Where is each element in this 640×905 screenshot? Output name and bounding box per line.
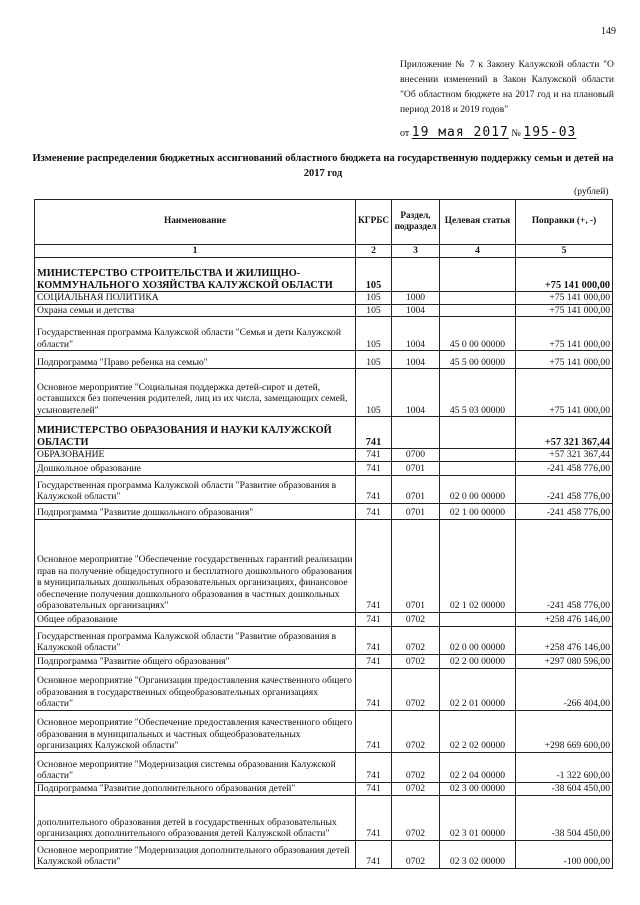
row-section: 1004 bbox=[392, 317, 440, 351]
row-kgrbs: 741 bbox=[356, 654, 392, 668]
row-section: 0701 bbox=[392, 475, 440, 503]
row-name: Подпрограмма "Развитие дошкольного образования" bbox=[35, 503, 356, 519]
table-row bbox=[35, 626, 613, 654]
row-kgrbs: 741 bbox=[356, 417, 392, 449]
row-name: СОЦИАЛЬНАЯ ПОЛИТИКА bbox=[35, 292, 356, 305]
row-name: Подпрограмма "Развитие общего образования" bbox=[35, 654, 356, 668]
row-kgrbs: 741 bbox=[356, 449, 392, 462]
table-row bbox=[35, 369, 613, 417]
row-target-article: 45 0 00 00000 bbox=[440, 317, 516, 351]
table-row bbox=[35, 304, 613, 317]
row-name: Подпрограмма "Развитие дополнительного образования детей" bbox=[35, 782, 356, 795]
row-amendment: +75 141 000,00 bbox=[516, 292, 613, 305]
number-sign: № bbox=[511, 128, 521, 139]
row-name: Основное мероприятие "Модернизация дополнительного образования детей Калужской области" bbox=[35, 840, 356, 868]
row-section: 0702 bbox=[392, 654, 440, 668]
table-row bbox=[35, 668, 613, 710]
row-name: Основное мероприятие "Модернизация системы образования Калужской области" bbox=[35, 752, 356, 782]
row-amendment: +57 321 367,44 bbox=[516, 449, 613, 462]
column-number-row bbox=[35, 245, 613, 258]
row-section: 1004 bbox=[392, 369, 440, 417]
row-name: Дошкольное образование bbox=[35, 461, 356, 475]
table-row bbox=[35, 519, 613, 612]
row-amendment: +75 141 000,00 bbox=[516, 351, 613, 369]
row-kgrbs: 741 bbox=[356, 519, 392, 612]
row-kgrbs: 741 bbox=[356, 795, 392, 840]
row-amendment: -241 458 776,00 bbox=[516, 519, 613, 612]
column-number: 4 bbox=[440, 245, 516, 258]
table-header-row bbox=[35, 200, 613, 245]
row-target-article: 02 2 04 00000 bbox=[440, 752, 516, 782]
table-row bbox=[35, 840, 613, 868]
row-section: 0701 bbox=[392, 503, 440, 519]
header-name: Наименование bbox=[35, 200, 356, 245]
row-target-article bbox=[440, 449, 516, 462]
row-kgrbs: 741 bbox=[356, 626, 392, 654]
row-amendment: -266 404,00 bbox=[516, 668, 613, 710]
row-name: Общее образование bbox=[35, 612, 356, 626]
row-section: 0700 bbox=[392, 449, 440, 462]
row-amendment: +258 476 146,00 bbox=[516, 626, 613, 654]
row-target-article bbox=[440, 258, 516, 292]
row-target-article: 02 0 00 00000 bbox=[440, 475, 516, 503]
table-row bbox=[35, 351, 613, 369]
row-kgrbs: 741 bbox=[356, 840, 392, 868]
row-kgrbs: 741 bbox=[356, 710, 392, 752]
handwritten-law-number: 195-03 bbox=[523, 125, 577, 140]
row-amendment: +258 476 146,00 bbox=[516, 612, 613, 626]
row-name: Государственная программа Калужской области "Развитие образования в Калужской области" bbox=[35, 475, 356, 503]
row-amendment: -241 458 776,00 bbox=[516, 475, 613, 503]
appendix-date-line bbox=[400, 125, 576, 140]
row-kgrbs: 741 bbox=[356, 503, 392, 519]
table-row bbox=[35, 292, 613, 305]
table-row bbox=[35, 475, 613, 503]
row-name: Основное мероприятие "Обеспечение государственных гарантий реализации прав на получение общедоступного и бесплатного дошкольного образования в муниципальных дошкольных образовательных организациях, финансовое обеспечение получения дошкольного образования в частных дошкольных образовательных организациях" bbox=[35, 519, 356, 612]
row-section: 1004 bbox=[392, 304, 440, 317]
row-section: 0702 bbox=[392, 612, 440, 626]
row-amendment: +75 141 000,00 bbox=[516, 369, 613, 417]
table-row bbox=[35, 449, 613, 462]
row-name: Государственная программа Калужской области "Семья и дети Калужской области" bbox=[35, 317, 356, 351]
row-target-article: 02 1 02 00000 bbox=[440, 519, 516, 612]
row-amendment: -241 458 776,00 bbox=[516, 461, 613, 475]
row-kgrbs: 741 bbox=[356, 475, 392, 503]
row-kgrbs: 741 bbox=[356, 782, 392, 795]
row-target-article bbox=[440, 461, 516, 475]
row-target-article bbox=[440, 292, 516, 305]
table-row bbox=[35, 752, 613, 782]
date-prefix: от bbox=[400, 128, 410, 139]
row-section: 0701 bbox=[392, 519, 440, 612]
header-section: Раздел, подраздел bbox=[392, 200, 440, 245]
row-kgrbs: 105 bbox=[356, 369, 392, 417]
row-amendment: +57 321 367,44 bbox=[516, 417, 613, 449]
row-amendment: -100 000,00 bbox=[516, 840, 613, 868]
row-target-article bbox=[440, 612, 516, 626]
row-target-article: 02 2 02 00000 bbox=[440, 710, 516, 752]
page-number: 149 bbox=[601, 26, 616, 37]
row-target-article: 02 3 02 00000 bbox=[440, 840, 516, 868]
row-section bbox=[392, 417, 440, 449]
table-row bbox=[35, 654, 613, 668]
row-target-article: 02 2 01 00000 bbox=[440, 668, 516, 710]
table-row bbox=[35, 317, 613, 351]
table-row bbox=[35, 258, 613, 292]
header-amendments: Поправки (+, -) bbox=[516, 200, 613, 245]
budget-table bbox=[34, 199, 613, 869]
row-name: ОБРАЗОВАНИЕ bbox=[35, 449, 356, 462]
row-section: 0702 bbox=[392, 795, 440, 840]
row-section bbox=[392, 258, 440, 292]
row-amendment: +75 141 000,00 bbox=[516, 317, 613, 351]
appendix-reference: Приложение № 7 к Закону Калужской области "О внесении изменений в Закон Калужской области "Об областном бюджете на 2017 год и на плановый период 2018 и 2019 годов" bbox=[400, 59, 614, 115]
row-section: 0702 bbox=[392, 840, 440, 868]
table-row bbox=[35, 612, 613, 626]
table-row bbox=[35, 795, 613, 840]
row-target-article: 02 3 01 00000 bbox=[440, 795, 516, 840]
table-row bbox=[35, 503, 613, 519]
row-amendment: +75 141 000,00 bbox=[516, 304, 613, 317]
row-amendment: -38 604 450,00 bbox=[516, 782, 613, 795]
table-row bbox=[35, 782, 613, 795]
row-name: дополнительного образования детей в государственных образовательных организациях дополнительного образования детей Калужской области" bbox=[35, 795, 356, 840]
document-title: Изменение распределения бюджетных ассигнований областного бюджета на государственную поддержку семьи и детей на 2017 год bbox=[32, 153, 614, 179]
table-row bbox=[35, 461, 613, 475]
row-target-article: 02 2 00 00000 bbox=[440, 654, 516, 668]
row-amendment: -38 504 450,00 bbox=[516, 795, 613, 840]
row-amendment: +297 080 596,00 bbox=[516, 654, 613, 668]
row-target-article: 45 5 00 00000 bbox=[440, 351, 516, 369]
row-kgrbs: 105 bbox=[356, 292, 392, 305]
row-amendment: -241 458 776,00 bbox=[516, 503, 613, 519]
row-section: 0701 bbox=[392, 461, 440, 475]
row-name: МИНИСТЕРСТВО ОБРАЗОВАНИЯ И НАУКИ КАЛУЖСКОЙ ОБЛАСТИ bbox=[35, 417, 356, 449]
row-name: Государственная программа Калужской области "Развитие образования в Калужской области" bbox=[35, 626, 356, 654]
header-article: Целевая статья bbox=[440, 200, 516, 245]
row-name: Основное мероприятие "Организация предоставления качественного общего образования в государственных общеобразовательных организациях области" bbox=[35, 668, 356, 710]
row-section: 0702 bbox=[392, 752, 440, 782]
row-section: 0702 bbox=[392, 626, 440, 654]
row-target-article bbox=[440, 417, 516, 449]
row-kgrbs: 741 bbox=[356, 752, 392, 782]
row-section: 0702 bbox=[392, 668, 440, 710]
header-kgrbs: КГРБС bbox=[356, 200, 392, 245]
row-section: 0702 bbox=[392, 710, 440, 752]
row-target-article: 02 1 00 00000 bbox=[440, 503, 516, 519]
row-name: МИНИСТЕРСТВО СТРОИТЕЛЬСТВА И ЖИЛИЩНО-КОММУНАЛЬНОГО ХОЗЯЙСТВА КАЛУЖСКОЙ ОБЛАСТИ bbox=[35, 258, 356, 292]
row-target-article: 45 5 03 00000 bbox=[440, 369, 516, 417]
row-amendment: -1 322 600,00 bbox=[516, 752, 613, 782]
column-number: 1 bbox=[35, 245, 356, 258]
row-kgrbs: 741 bbox=[356, 461, 392, 475]
column-number: 2 bbox=[356, 245, 392, 258]
row-kgrbs: 105 bbox=[356, 317, 392, 351]
row-amendment: +75 141 000,00 bbox=[516, 258, 613, 292]
table-row bbox=[35, 417, 613, 449]
row-target-article: 02 3 00 00000 bbox=[440, 782, 516, 795]
column-number: 5 bbox=[516, 245, 613, 258]
row-name: Основное мероприятие "Обеспечение предоставления качественного общего образования в муниципальных и частных общеобразовательных организациях Калужской области" bbox=[35, 710, 356, 752]
row-name: Охрана семьи и детства bbox=[35, 304, 356, 317]
row-section: 0702 bbox=[392, 782, 440, 795]
column-number: 3 bbox=[392, 245, 440, 258]
row-section: 1000 bbox=[392, 292, 440, 305]
row-kgrbs: 105 bbox=[356, 351, 392, 369]
row-name: Основное мероприятие "Социальная поддержка детей-сирот и детей, оставшихся без попечения родителей, лиц из их числа, замещающих семей, усыновителей" bbox=[35, 369, 356, 417]
row-kgrbs: 741 bbox=[356, 612, 392, 626]
row-name: Подпрограмма "Право ребенка на семью" bbox=[35, 351, 356, 369]
row-section: 1004 bbox=[392, 351, 440, 369]
row-kgrbs: 105 bbox=[356, 304, 392, 317]
row-target-article: 02 0 00 00000 bbox=[440, 626, 516, 654]
unit-label: (рублей) bbox=[574, 186, 609, 197]
row-amendment: +298 669 600,00 bbox=[516, 710, 613, 752]
row-target-article bbox=[440, 304, 516, 317]
table-row bbox=[35, 710, 613, 752]
row-kgrbs: 741 bbox=[356, 668, 392, 710]
row-kgrbs: 105 bbox=[356, 258, 392, 292]
handwritten-date: 19 мая 2017 bbox=[411, 125, 509, 140]
